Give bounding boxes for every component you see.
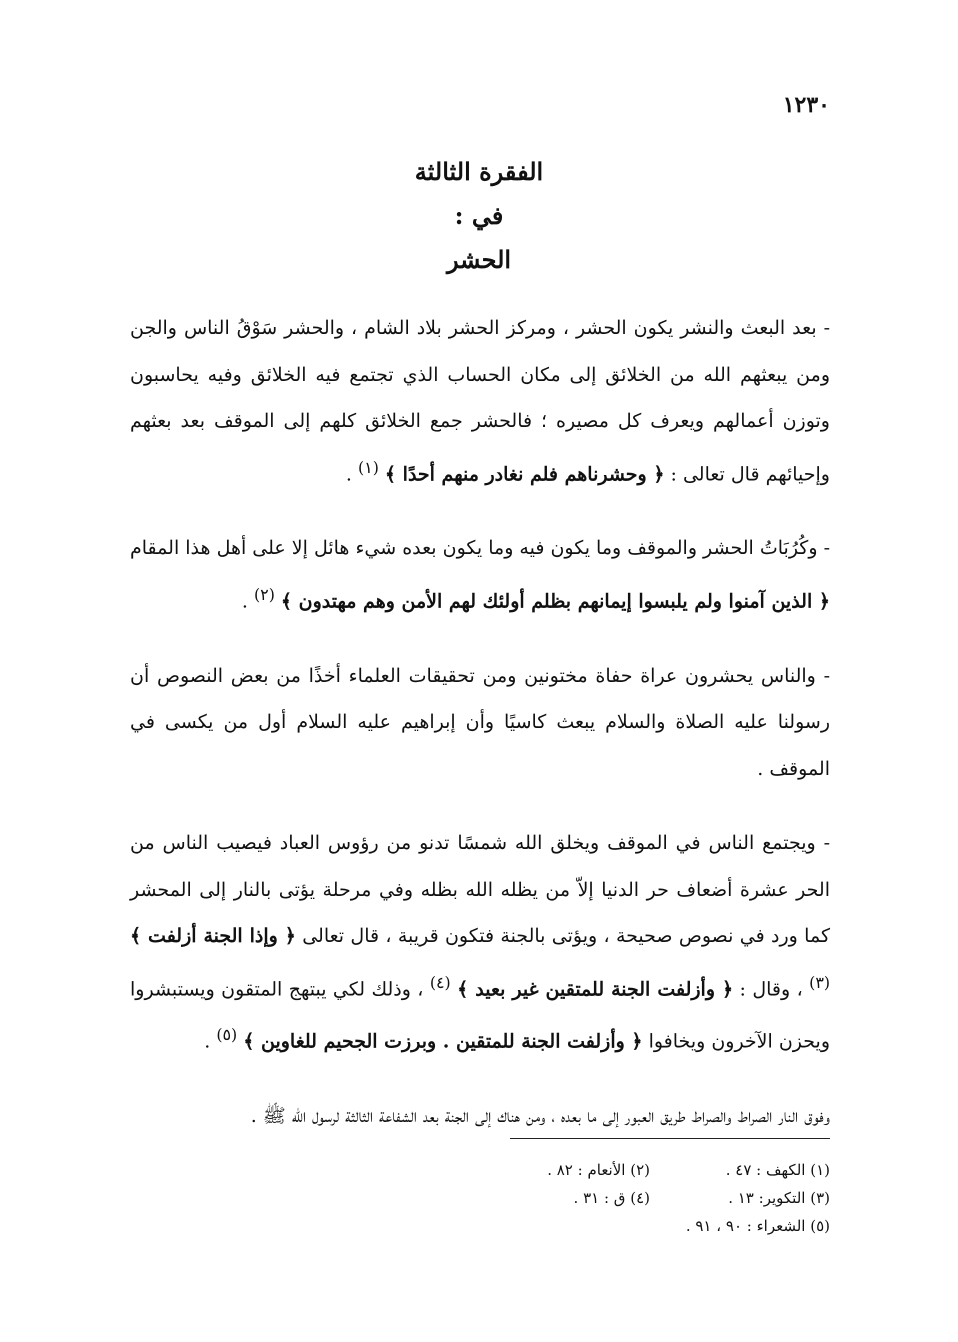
footnote-ref: (٥) xyxy=(216,1025,238,1045)
footnote-ref: (٢) xyxy=(253,584,275,604)
footnote-3: (٣) التكوير: ١٣ . xyxy=(728,1189,830,1207)
footnote-ref: (١) xyxy=(357,457,379,477)
paragraph-2: - وكُرُبَاتُ الحشر والموقف وما يكون فيه وما يكون بعده شيء هائل إلا على أهل هذا المقام ﴿ الذين آمنوا ولم يلبسوا إيمانهم بظلم أولئك لهم الأمن وهم مهتدون ﴾ $^{(٢)}$ . xyxy=(130,537,830,613)
paragraph-text: وفوق النار الصراط والصراط طريق العبور إلى ما بعده ، ومن هناك إلى الجنة بعد الشفاعة الثالثة لرسول الله ﷺ . xyxy=(250,1105,830,1128)
paragraph-5 xyxy=(130,1093,830,1140)
paragraph-text: - وكُرُبَاتُ الحشر والموقف وما يكون فيه وما يكون بعده شيء هائل إلا على أهل هذا المقام xyxy=(130,537,830,560)
paragraph-text: - والناس يحشرون عراة حفاة مختونين ومن تحقيقات العلماء أخذًا من بعض النصوص أن رسولنا عليه الصلاة والسلام يبعث كاسيًا وأن إبراهيم عليه السلام أول من يكسى في الموقف . xyxy=(130,664,830,780)
footnote-2: (٢) الأنعام : ٨٢ . xyxy=(547,1161,650,1179)
heading-line-3: الحشر xyxy=(446,245,512,274)
section-heading xyxy=(0,150,958,282)
body-text xyxy=(130,305,830,1140)
footnote-separator xyxy=(510,1138,830,1139)
footnote-1: (١) الكهف : ٤٧ . xyxy=(725,1161,830,1179)
footnote-ref: (٣) xyxy=(809,972,831,992)
heading-line-2: في : xyxy=(454,201,504,230)
quran-quote: ﴿ وإذا الجنة أزلفت ﴾ xyxy=(130,925,296,948)
paragraph-3 xyxy=(130,653,830,793)
footnote-4: (٤) ق : ٣١ . xyxy=(573,1189,650,1207)
page-number: ١٢٣٠ xyxy=(782,92,830,118)
paragraph-4: - ويجتمع الناس في الموقف ويخلق الله شمسًا تدنو من رؤوس العباد فيصيب الناس من الحر عشرة أضعاف حر الدنيا إلاّ من يظله الله بظله وفي مرحلة يؤتى بالنار إلى المحشر كما ورد في نصوص صحيحة ، ويؤتى بالجنة فتكون قريبة ، قال تعالى ﴿ وإذا الجنة أزلفت ﴾ $^{(٣)}$ ، وقال : ﴿ وأزلفت الجنة للمتقين غير بعيد ﴾ $^{(٤)}$ ، وذلك لكي يبتهج المتقون ويستبشروا ويحزن الآخرون ويخافوا ﴿ وأزلفت الجنة للمتقين . وبرزت الجحيم للغاوين ﴾ $^{(٥)}$ . xyxy=(130,832,831,1053)
paragraph-1: - بعد البعث والنشر يكون الحشر ، ومركز الحشر بلاد الشام ، والحشر سَوْقُ الناس والجن ومن يبعثهم الله من الخلائق إلى مكان الحساب الذي تجتمع فيه الخلائق وفيه يحاسبون وتوزن أعمالهم ويعرف كل مصيره ؛ فالحشر جمع الخلائق كلهم إلى الموقف بعد بعثهم وإحيائهم قال تعالى : ﴿ وحشرناهم فلم نغادر منهم أحدًا ﴾ $^{(١)}$ . xyxy=(130,317,830,485)
footnote-5: (٥) الشعراء : ٩٠ ، ٩١ . xyxy=(685,1217,830,1235)
quran-quote: ﴿ وحشرناهم فلم نغادر منهم أحدًا ﴾ xyxy=(384,462,665,485)
paragraph-text: - ويجتمع الناس في الموقف ويخلق الله شمسًا تدنو من رؤوس العباد فيصيب الناس من الحر عشرة أضعاف حر الدنيا إلاّ من يظله الله بظله وفي مرحلة يؤتى بالنار إلى المحشر كما ورد في نصوص صحيحة ، ويؤتى بالجنة فتكون قريبة ، قال تعالى xyxy=(130,832,830,948)
footnote-ref: (٤) xyxy=(429,972,451,992)
quran-quote: ﴿ الذين آمنوا ولم يلبسوا إيمانهم بظلم أولئك لهم الأمن وهم مهتدون ﴾ xyxy=(280,590,830,613)
footnote-row xyxy=(470,1212,830,1240)
footnote-row xyxy=(470,1156,830,1184)
heading-line-1: الفقرة الثالثة xyxy=(414,157,544,186)
footnote-row xyxy=(470,1184,830,1212)
footnotes xyxy=(470,1156,830,1240)
quran-quote: ﴿ وأزلفت الجنة للمتقين . وبرزت الجحيم للغاوين ﴾ xyxy=(243,1030,643,1053)
quran-quote: ﴿ وأزلفت الجنة للمتقين غير بعيد ﴾ xyxy=(457,977,734,1000)
paragraph-text: - بعد البعث والنشر يكون الحشر ، ومركز الحشر بلاد الشام ، والحشر سَوْقُ الناس والجن ومن يبعثهم الله من الخلائق إلى مكان الحساب الذي تجتمع فيه الخلائق وفيه يحاسبون وتوزن أعمالهم ويعرف كل مصيره ؛ فالحشر جمع الخلائق كلهم إلى الموقف بعد بعثهم وإحيائهم قال تعالى : xyxy=(130,317,830,485)
